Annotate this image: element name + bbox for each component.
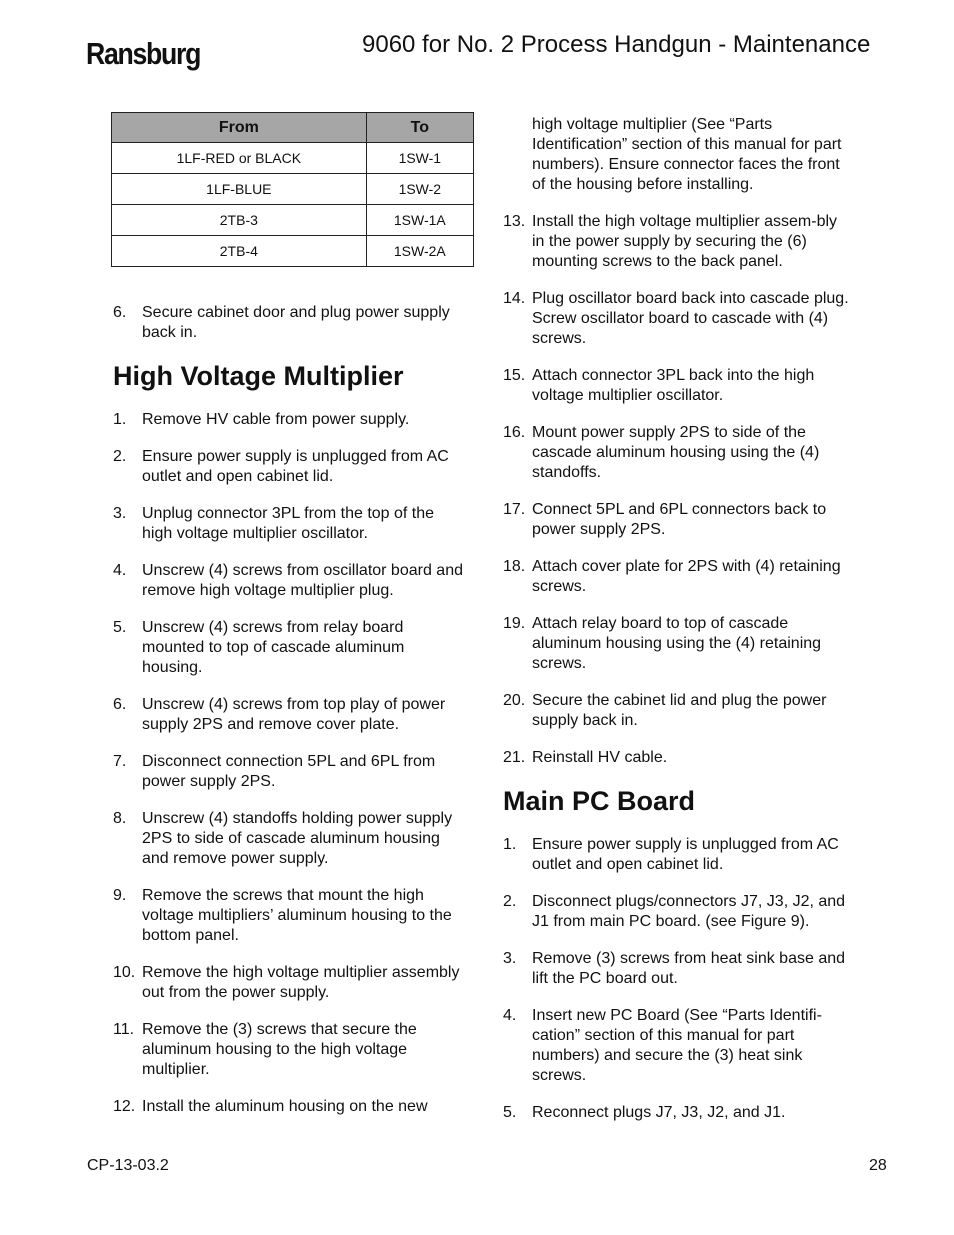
table-cell-from: 1LF-RED or BLACK xyxy=(112,143,367,174)
list-item xyxy=(503,614,853,674)
brand-logo: Ransburg xyxy=(86,36,201,71)
document-number: CP-13-03.2 xyxy=(87,1157,169,1174)
list-item xyxy=(113,809,463,869)
step-number: 5. xyxy=(503,1104,517,1121)
step-text: Secure the cabinet lid and plug the power supply back in. xyxy=(532,692,827,729)
step-text: Attach connector 3PL back into the high voltage multiplier oscillator. xyxy=(532,367,815,404)
list-item xyxy=(503,500,853,540)
list-item xyxy=(503,366,853,406)
list-item xyxy=(503,835,853,875)
table-cell-to: 1SW-1A xyxy=(366,205,473,236)
list-item xyxy=(113,303,463,343)
step-text: Unscrew (4) screws from relay board mounted to top of cascade aluminum housing. xyxy=(142,619,405,676)
table-header-row xyxy=(112,113,474,143)
list-item xyxy=(503,691,853,731)
step-text: Insert new PC Board (See “Parts Identifi-cation” section of this manual for part numbers) and secure the (3) heat sink screws. xyxy=(532,1007,822,1084)
step-text: Disconnect connection 5PL and 6PL from power supply 2PS. xyxy=(142,753,436,790)
step-number: 6. xyxy=(113,696,127,713)
step-number: 20. xyxy=(503,692,526,709)
page-number: 28 xyxy=(869,1157,887,1174)
step-number: 11. xyxy=(113,1021,135,1038)
list-item xyxy=(113,447,463,487)
list-item xyxy=(113,410,463,430)
step-text: Remove the high voltage multiplier assembly out from the power supply. xyxy=(142,964,460,1001)
step-text: Unplug connector 3PL from the top of the high voltage multiplier oscillator. xyxy=(142,505,435,542)
step-text: Reinstall HV cable. xyxy=(532,749,668,766)
step-text: Remove (3) screws from heat sink base and lift the PC board out. xyxy=(532,950,846,987)
step-text: Remove the screws that mount the high voltage multipliers’ aluminum housing to the bottom panel. xyxy=(142,887,452,944)
step-text: Unscrew (4) screws from oscillator board and remove high voltage multiplier plug. xyxy=(142,562,463,599)
step-number: 2. xyxy=(113,448,127,465)
step-text: Disconnect plugs/connectors J7, J3, J2, and J1 from main PC board. (see Figure 9). xyxy=(532,893,846,930)
step-text: Plug oscillator board back into cascade plug. Screw oscillator board to cascade with (4) screws. xyxy=(532,290,849,347)
step-continuation: high voltage multiplier (See “Parts Identification” section of this manual for part numbers). Ensure connector faces the front of the housing before installing. xyxy=(532,116,842,193)
table-row xyxy=(112,174,474,205)
step-text: Unscrew (4) screws from top play of power supply 2PS and remove cover plate. xyxy=(142,696,446,733)
step-number: 8. xyxy=(113,810,127,827)
step-number: 15. xyxy=(503,367,526,384)
step-text: Attach cover plate for 2PS with (4) retaining screws. xyxy=(532,558,841,595)
list-item xyxy=(113,1020,463,1080)
step-number: 21. xyxy=(503,749,526,766)
step-text: Ensure power supply is unplugged from AC outlet and open cabinet lid. xyxy=(142,448,449,485)
step-number: 6. xyxy=(113,304,127,321)
list-item xyxy=(503,212,853,272)
wiring-table xyxy=(111,112,474,267)
list-item xyxy=(113,561,463,601)
step-text: Remove HV cable from power supply. xyxy=(142,411,410,428)
section-title-high-voltage-multiplier: High Voltage Multiplier xyxy=(113,361,404,391)
hv-multiplier-steps xyxy=(113,410,463,1117)
list-item xyxy=(113,504,463,544)
step-number: 1. xyxy=(503,836,517,853)
list-item xyxy=(113,618,463,678)
step-number: 13. xyxy=(503,213,526,230)
step-text: Secure cabinet door and plug power supply back in. xyxy=(142,304,450,341)
list-item xyxy=(113,886,463,946)
step-number: 16. xyxy=(503,424,526,441)
column-header-from: From xyxy=(112,113,367,143)
column-header-to: To xyxy=(366,113,473,143)
list-item xyxy=(503,557,853,597)
pc-board-steps xyxy=(503,835,853,1123)
step-number: 4. xyxy=(113,562,127,579)
step-number: 1. xyxy=(113,411,127,428)
step-number: 5. xyxy=(113,619,127,636)
step-text: Connect 5PL and 6PL connectors back to power supply 2PS. xyxy=(532,501,827,538)
step-text: Install the aluminum housing on the new xyxy=(142,1098,428,1115)
step-number: 14. xyxy=(503,290,526,307)
list-item xyxy=(503,892,853,932)
section-title-main-pc-board: Main PC Board xyxy=(503,786,696,816)
list-item xyxy=(503,949,853,989)
list-item xyxy=(503,289,853,349)
table-row xyxy=(112,143,474,174)
step-text: Mount power supply 2PS to side of the cascade aluminum housing using the (4) standoffs. xyxy=(532,424,820,481)
step-number: 7. xyxy=(113,753,127,770)
step-text: Ensure power supply is unplugged from AC outlet and open cabinet lid. xyxy=(532,836,839,873)
table-row xyxy=(112,236,474,267)
list-item xyxy=(503,748,853,768)
page-title: 9060 for No. 2 Process Handgun - Maintenance xyxy=(362,31,871,58)
step-number: 18. xyxy=(503,558,526,575)
list-item xyxy=(503,1103,853,1123)
table-cell-from: 1LF-BLUE xyxy=(112,174,367,205)
step-text: Remove the (3) screws that secure the aluminum housing to the high voltage multiplier. xyxy=(142,1021,417,1078)
step-number: 17. xyxy=(503,501,526,518)
list-item xyxy=(503,1006,853,1086)
step-number: 12. xyxy=(113,1098,136,1115)
step-number: 19. xyxy=(503,615,526,632)
table-cell-from: 2TB-4 xyxy=(112,236,367,267)
step-number: 9. xyxy=(113,887,127,904)
left-column xyxy=(113,303,463,1134)
table-cell-to: 1SW-2A xyxy=(366,236,473,267)
table-row xyxy=(112,205,474,236)
step-number: 3. xyxy=(503,950,517,967)
step-number: 3. xyxy=(113,505,127,522)
list-item xyxy=(503,423,853,483)
step-text: Attach relay board to top of cascade aluminum housing using the (4) retaining screws. xyxy=(532,615,822,672)
table-cell-to: 1SW-2 xyxy=(366,174,473,205)
step-number: 2. xyxy=(503,893,517,910)
step-text: Install the high voltage multiplier assem-bly in the power supply by securing the (6) mounting screws to the back panel. xyxy=(532,213,838,270)
step-number: 10. xyxy=(113,964,136,981)
step-text: Unscrew (4) standoffs holding power supply 2PS to side of cascade aluminum housing and remove power supply. xyxy=(142,810,453,867)
hv-multiplier-steps-continued xyxy=(503,212,853,768)
list-item xyxy=(113,752,463,792)
list-item xyxy=(113,1097,463,1117)
step-text: Reconnect plugs J7, J3, J2, and J1. xyxy=(532,1104,786,1121)
right-column xyxy=(503,115,853,1140)
list-item xyxy=(113,963,463,1003)
table-cell-from: 2TB-3 xyxy=(112,205,367,236)
step-number: 4. xyxy=(503,1007,517,1024)
table-cell-to: 1SW-1 xyxy=(366,143,473,174)
list-item xyxy=(113,695,463,735)
